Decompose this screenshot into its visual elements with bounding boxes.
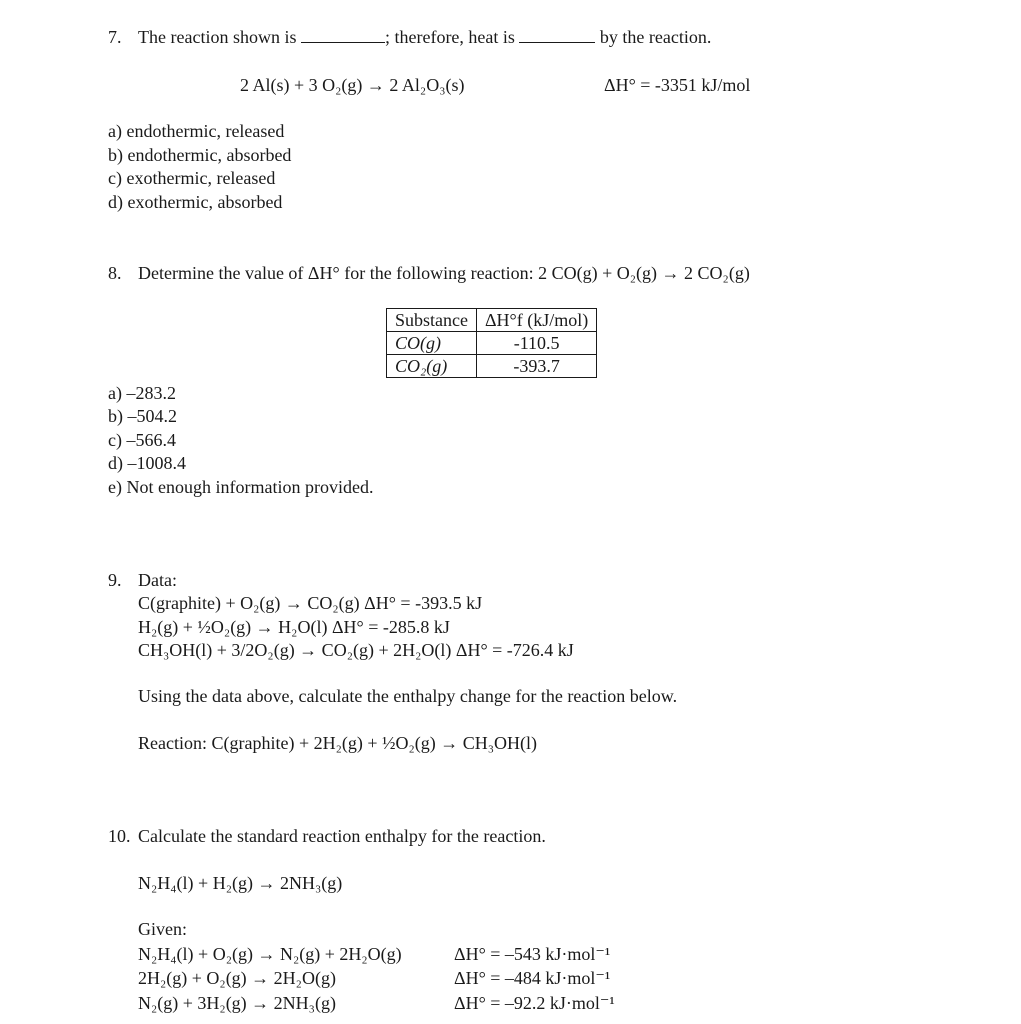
q8-prompt: Determine the value of ΔH° for the following reaction: 2 CO(g) + O₂(g) → 2 CO₂(g) <box>138 263 750 283</box>
q7-question <box>138 26 711 48</box>
q7-option-a: a) endothermic, released <box>108 121 285 141</box>
table-cell-substance: CO₂(g) <box>387 355 477 378</box>
q7-equation: 2 Al(s) + 3 O₂(g) → 2 Al₂O₃(s) <box>240 75 465 95</box>
q7-option-d: d) exothermic, absorbed <box>108 192 283 212</box>
q9-data-line-1: C(graphite) + O₂(g) → CO₂(g) ΔH° = -393.5 kJ <box>138 593 483 613</box>
q7-option-c: c) exothermic, released <box>108 168 276 188</box>
q8-option-a: a) –283.2 <box>108 383 176 403</box>
q7-text-1: The reaction shown is <box>138 27 297 47</box>
q8-option-e: e) Not enough information provided. <box>108 477 374 497</box>
table-header-dhf: ΔH°f (kJ/mol) <box>476 309 596 332</box>
table-cell-value: -110.5 <box>476 332 596 355</box>
q7-blank-2 <box>519 28 595 43</box>
q9-data-label: Data: <box>138 570 177 590</box>
table-row <box>387 332 597 355</box>
q7-blank-1 <box>301 28 385 43</box>
q9-data-line-2: H₂(g) + ½O₂(g) → H₂O(l) ΔH° = -285.8 kJ <box>138 617 450 637</box>
q8-option-b: b) –504.2 <box>108 406 177 426</box>
q7-enthalpy: ΔH° = -3351 kJ/mol <box>604 75 751 95</box>
q7-text-3: by the reaction. <box>599 27 712 47</box>
q10-prompt: Calculate the standard reaction enthalpy for the reaction. <box>138 826 546 846</box>
q8-number: 8. <box>108 263 122 283</box>
q7-text-2: ; therefore, heat is <box>384 27 515 47</box>
q10-given-dh-1: ΔH° = –543 kJ·mol⁻¹ <box>454 944 611 964</box>
q8-option-c: c) –566.4 <box>108 430 176 450</box>
q10-reaction: N₂H₄(l) + H₂(g) → 2NH₃(g) <box>138 873 343 893</box>
q7-number: 7. <box>108 27 122 47</box>
enthalpy-of-formation-table <box>386 308 597 378</box>
q7-option-b: b) endothermic, absorbed <box>108 145 292 165</box>
q9-number: 9. <box>108 570 122 590</box>
q10-given-dh-2: ΔH° = –484 kJ·mol⁻¹ <box>454 968 611 988</box>
table-cell-value: -393.7 <box>476 355 596 378</box>
table-row <box>387 355 597 378</box>
q10-given-label: Given: <box>138 919 187 939</box>
table-header-row <box>387 309 597 332</box>
q10-given-eq-1: N₂H₄(l) + O₂(g) → N₂(g) + 2H₂O(g) <box>138 944 402 964</box>
table-cell-substance: CO(g) <box>387 332 477 355</box>
q9-reaction: Reaction: C(graphite) + 2H₂(g) + ½O₂(g) → CH₃OH(l) <box>138 733 538 753</box>
table-header-substance: Substance <box>387 309 477 332</box>
q9-instruction: Using the data above, calculate the enthalpy change for the reaction below. <box>138 686 678 706</box>
q10-given-eq-3: N₂(g) + 3H₂(g) → 2NH₃(g) <box>138 993 336 1013</box>
q10-number: 10. <box>108 826 131 846</box>
q10-given-eq-2: 2H₂(g) + O₂(g) → 2H₂O(g) <box>138 968 336 988</box>
q10-given-dh-3: ΔH° = –92.2 kJ·mol⁻¹ <box>454 993 615 1013</box>
q8-option-d: d) –1008.4 <box>108 453 186 473</box>
q9-data-line-3: CH₃OH(l) + 3/2O₂(g) → CO₂(g) + 2H₂O(l) ΔH° = -726.4 kJ <box>138 640 574 660</box>
